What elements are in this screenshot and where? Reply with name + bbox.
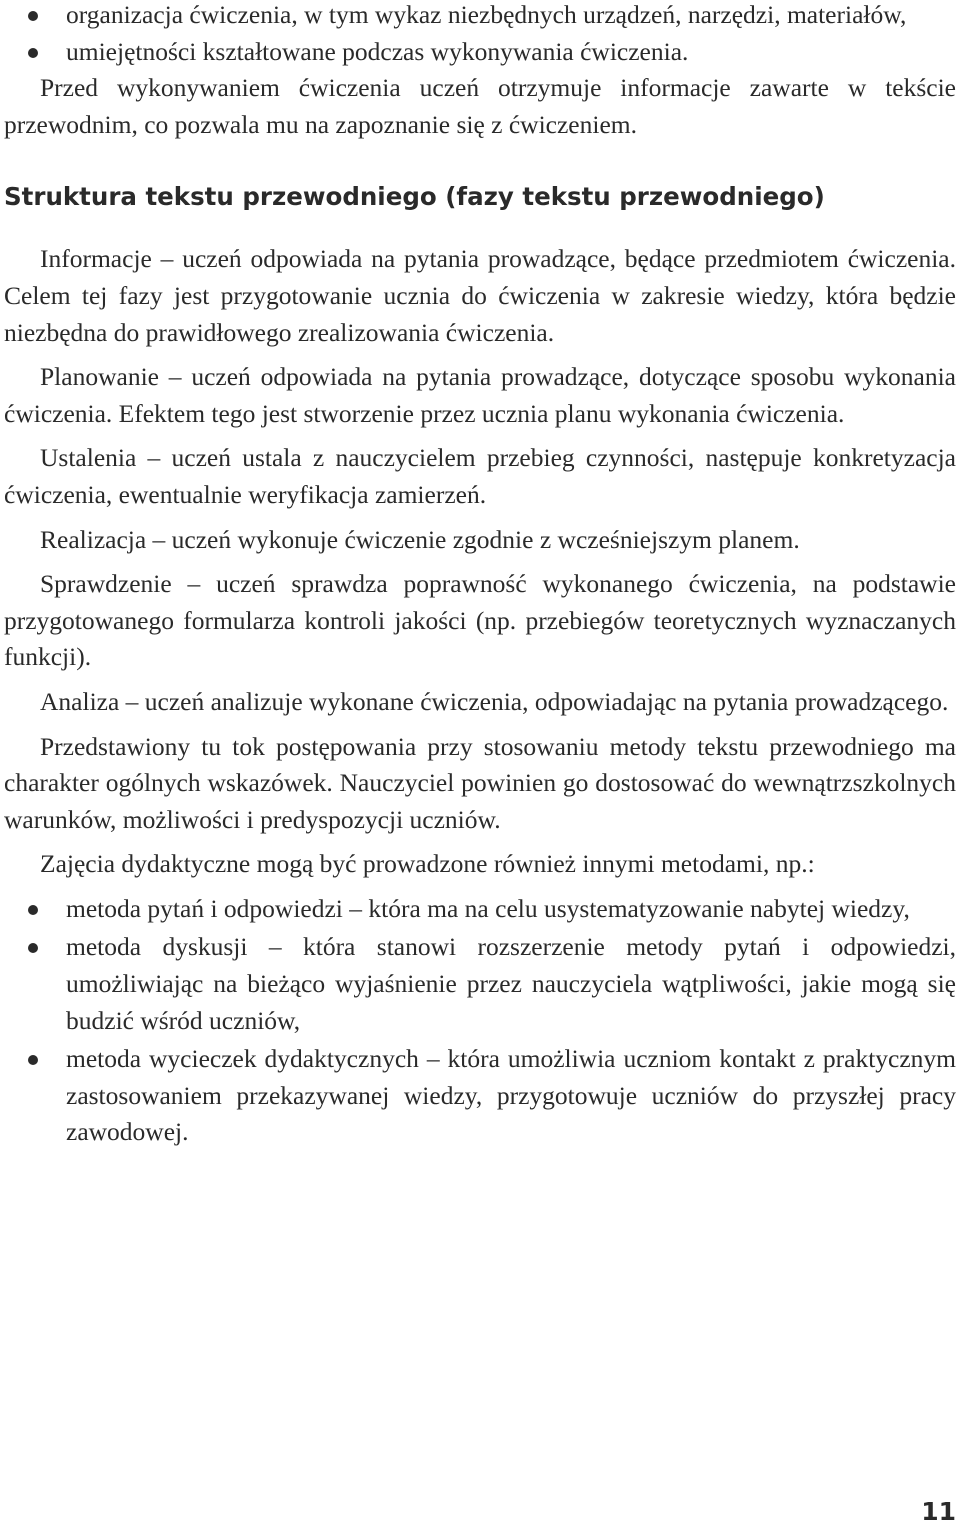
list-item: umiejętności kształtowane podczas wykonywania ćwiczenia. — [4, 34, 956, 71]
document-page — [4, 0, 956, 1151]
bullet-icon — [28, 1055, 38, 1065]
list-item: organizacja ćwiczenia, w tym wykaz niezbędnych urządzeń, narzędzi, materiałów, — [4, 0, 956, 34]
methods-intro-paragraph: Zajęcia dydaktyczne mogą być prowadzone również innymi metodami, np.: — [40, 849, 815, 879]
list-item: metoda dyskusji – która stanowi rozszerzenie metody pytań i odpowiedzi, umożliwiając na bieżąco wyjaśnienie przez nauczyciela wątpliwości, jakie mogą się budzić wśród uczniów, — [4, 929, 956, 1039]
phase-paragraph: Informacje – uczeń odpowiada na pytania prowadzące, będące przedmiotem ćwiczenia. Celem tej fazy jest przygotowanie ucznia do ćwiczenia w zakresie wiedzy, która będzie niezbędna do prawidłowego zrealizowania ćwiczenia. — [4, 244, 956, 347]
intro-paragraph: Przed wykonywaniem ćwiczenia uczeń otrzymuje informacje zawarte w tekście przewodnim, co pozwala mu na zapoznanie się z ćwiczeniem. — [4, 73, 956, 139]
page-number: 11 — [921, 1497, 956, 1526]
summary-paragraph: Przedstawiony tu tok postępowania przy stosowaniu metody tekstu przewodniego ma charakter ogólnych wskazówek. Nauczyciel powinien go dostosować do wewnątrzszkolnych warunków, możliwości i predyspozycji uczniów. — [4, 731, 956, 834]
phase-paragraph: Ustalenia – uczeń ustala z nauczycielem przebieg czynności, następuje konkretyzacja ćwiczenia, ewentualnie weryfikacja zamierzeń. — [4, 443, 956, 509]
bullet-icon — [28, 943, 38, 953]
bullet-icon — [28, 905, 38, 915]
section-heading: Struktura tekstu przewodniego (fazy tekstu przewodniego) — [4, 182, 825, 212]
phase-paragraph: Analiza – uczeń analizuje wykonane ćwiczenia, odpowiadając na pytania prowadzącego. — [40, 686, 949, 716]
bullet-icon — [28, 48, 38, 58]
bullet-icon — [28, 11, 38, 21]
list-item: metoda pytań i odpowiedzi – która ma na celu usystematyzowanie nabytej wiedzy, — [4, 891, 956, 928]
methods-bullet-list — [4, 891, 956, 1151]
list-item: metoda wycieczek dydaktycznych – która umożliwia uczniom kontakt z praktycznym zastosowaniem przekazywanej wiedzy, przygotowuje uczniów do przyszłej pracy zawodowej. — [4, 1041, 956, 1151]
top-bullet-list — [4, 0, 956, 70]
phase-paragraph: Planowanie – uczeń odpowiada na pytania prowadzące, dotyczące sposobu wykonania ćwiczenia. Efektem tego jest stworzenie przez ucznia planu wykonania ćwiczenia. — [4, 362, 956, 428]
phase-paragraph: Realizacja – uczeń wykonuje ćwiczenie zgodnie z wcześniejszym planem. — [40, 524, 800, 554]
phase-paragraph: Sprawdzenie – uczeń sprawdza poprawność wykonanego ćwiczenia, na podstawie przygotowanego formularza kontroli jakości (np. przebiegów teoretycznych wyznaczanych funkcji). — [4, 569, 956, 672]
